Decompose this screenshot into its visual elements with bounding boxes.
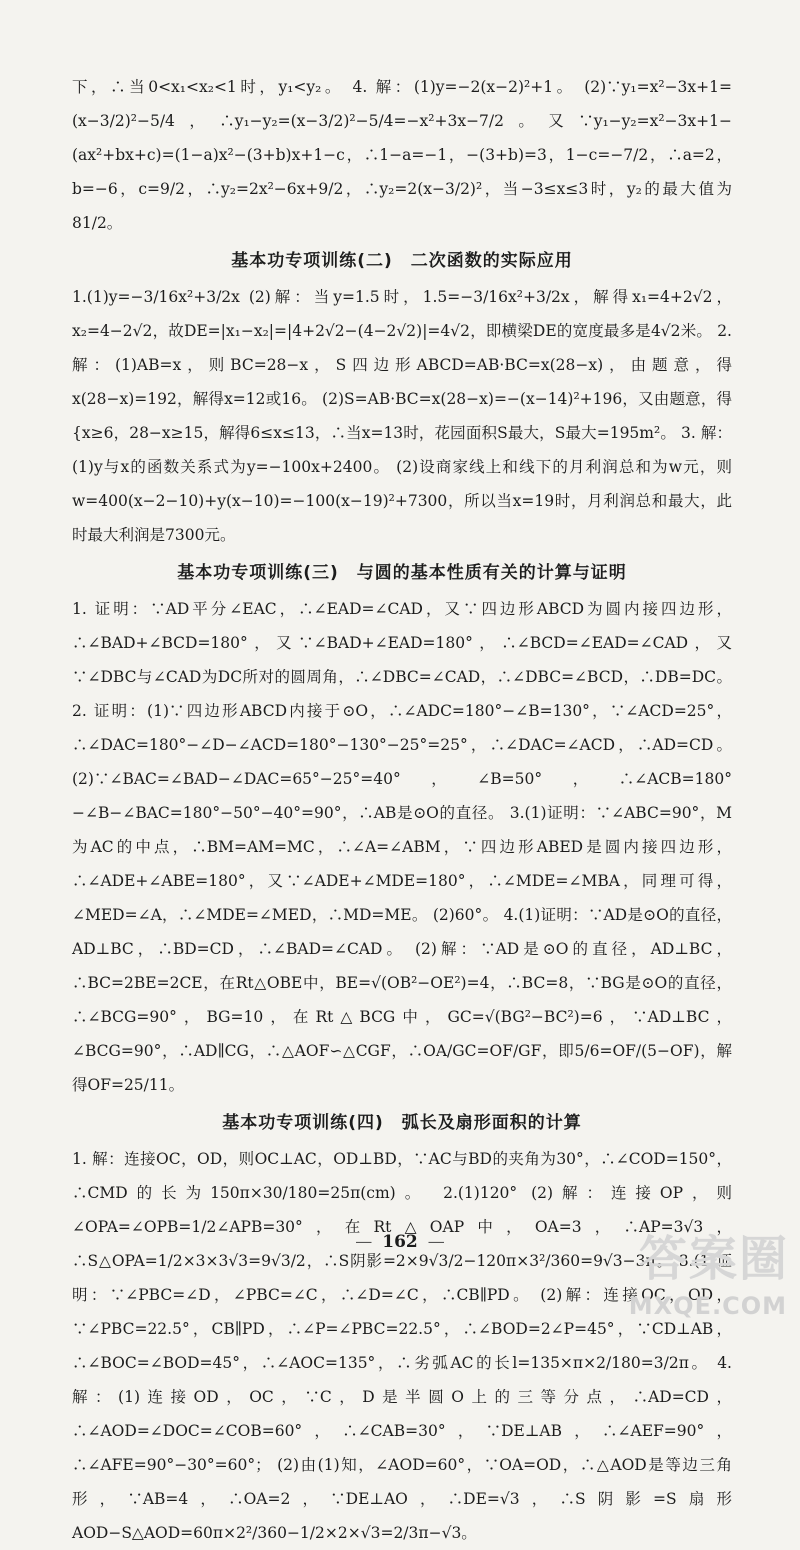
section-text-4: 1. 解：连接OC，OD，则OC⊥AC，OD⊥BD，∵AC与BD的夹角为30°，∴∠COD=150°，∴CMD的长为150π×30/180=25π(cm)。 2.(1)120° (2)解：连接OP，则∠OPA=∠OPB=1/2∠APB=30°，在Rt△OAP中，OA=3，∴AP=3√3，∴S△OPA=1/2×3×3√3=9√3/2，∴S阴影=2×9√3/2−120π×3²/360=9√3−3π。 3.(1)证明：∵∠PBC=∠D，∠PBC=∠C，∴∠D=∠C，∴CB∥PD。 (2)解：连接OC，OD，∵∠PBC=22.5°，CB∥PD，∴∠P=∠PBC=22.5°，∴∠BOD=2∠P=45°，∵CD⊥AB，∴∠BOC=∠BOD=45°，∴∠AOC=135°，∴劣弧AC的长l=135×π×2/180=3/2π。 4. 解：(1)连接OD，OC，∵C，D是半圆O上的三等分点，∴AD=CD，∴∠AOD=∠DOC=∠COB=60°，∴∠CAB=30°，∵DE⊥AB，∴∠AEF=90°，∴∠AFE=90°−30°=60°； (2)由(1)知，∠AOD=60°，∵OA=OD，∴△AOD是等边三角形，∵AB=4，∴OA=2，∵DE⊥AO，∴DE=√3，∴S阴影=S扇形AOD−S△AOD=60π×2²/360−1/2×2×√3=2/3π−√3。 [72, 1150, 732, 1542]
section-text-2: 1.(1)y=−3/16x²+3/2x (2)解：当y=1.5时，1.5=−3/16x²+3/2x，解得x₁=4+2√2，x₂=4−2√2，故DE=|x₁−x₂|=|4+2√2−(4−2√2)|=4√2，即横梁DE的宽度最多是4√2米。 2. 解：(1)AB=x，则BC=28−x，S四边形ABCD=AB·BC=x(28−x)，由题意，得x(28−x)=192，解得x=12或16。 (2)S=AB·BC=x(28−x)=−(x−14)²+196，又由题意，得{x≥6，28−x≥15，解得6≤x≤13，∴当x=13时，花园面积S最大，S最大=195m²。 3. 解：(1)y与x的函数关系式为y=−100x+2400。 (2)设商家线上和线下的月利润总和为w元，则w=400(x−2−10)+y(x−10)=−100(x−19)²+7300，所以当x=19时，月利润总和最大，此时最大利润是7300元。 [72, 288, 732, 544]
answer-paragraph-top: 下，∴当0<x₁<x₂<1时，y₁<y₂。 4. 解：(1)y=−2(x−2)²+1。 (2)∵y₁=x²−3x+1=(x−3/2)²−5/4，∴y₁−y₂=(x−3/2)²−5/4=−x²+3x−7/2。又∵y₁−y₂=x²−3x+1−(ax²+bx+c)=(1−a)x²−(3+b)x+1−c，∴1−a=−1，−(3+b)=3，1−c=−7/2，∴a=2，b=−6，c=9/2，∴y₂=2x²−6x+9/2，∴y₂=2(x−3/2)²，当−3≤x≤3时，y₂的最大值为81/2。 [72, 78, 732, 232]
watermark-url-text: MXQE.COM [628, 1292, 787, 1320]
section-text-3: 1. 证明：∵AD平分∠EAC，∴∠EAD=∠CAD，又∵四边形ABCD为圆内接四边形，∴∠BAD+∠BCD=180°，又∵∠BAD+∠EAD=180°，∴∠BCD=∠EAD=∠CAD，又∵∠DBC与∠CAD为DC所对的圆周角，∴∠DBC=∠CAD，∴∠DBC=∠BCD，∴DB=DC。 2. 证明：(1)∵四边形ABCD内接于⊙O，∴∠ADC=180°−∠B=130°，∵∠ACD=25°，∴∠DAC=180°−∠D−∠ACD=180°−130°−25°=25°，∴∠DAC=∠ACD，∴AD=CD。 (2)∵∠BAC=∠BAD−∠DAC=65°−25°=40°，∠B=50°，∴∠ACB=180°−∠B−∠BAC=180°−50°−40°=90°，∴AB是⊙O的直径。 3.(1)证明：∵∠ABC=90°，M为AC的中点，∴BM=AM=MC，∴∠A=∠ABM，∵四边形ABED是圆内接四边形，∴∠ADE+∠ABE=180°，又∵∠ADE+∠MDE=180°，∴∠MDE=∠MBA，同理可得，∠MED=∠A，∴∠MDE=∠MED，∴MD=ME。 (2)60°。 4.(1)证明：∵AD是⊙O的直径，AD⊥BC，∴BD=CD，∴∠BAD=∠CAD。 (2)解：∵AD是⊙O的直径，AD⊥BC，∴BC=2BE=2CE，在Rt△OBE中，BE=√(OB²−OE²)=4，∴BC=8，∵BG是⊙O的直径，∴∠BCG=90°，BG=10，在Rt△BCG中，GC=√(BG²−BC²)=6，∵AD⊥BC，∠BCG=90°，∴AD∥CG，∴△AOF∽△CGF，∴OA/GC=OF/GF，即5/6=OF/(5−OF)，解得OF=25/11。 [72, 600, 732, 1094]
page-number-value: 162 [382, 1232, 418, 1252]
section-title-3: 基本功专项训练(三) 与圆的基本性质有关的计算与证明 [177, 563, 627, 583]
watermark-main-text: 答案圈 [638, 1231, 789, 1287]
section-title-4: 基本功专项训练(四) 弧长及扇形面积的计算 [222, 1113, 582, 1133]
watermark-logo [610, 1220, 795, 1330]
section-title-2: 基本功专项训练(二) 二次函数的实际应用 [231, 251, 573, 271]
page-number-dash-left: — [355, 1232, 373, 1252]
page-number-dash-right: — [427, 1232, 445, 1252]
